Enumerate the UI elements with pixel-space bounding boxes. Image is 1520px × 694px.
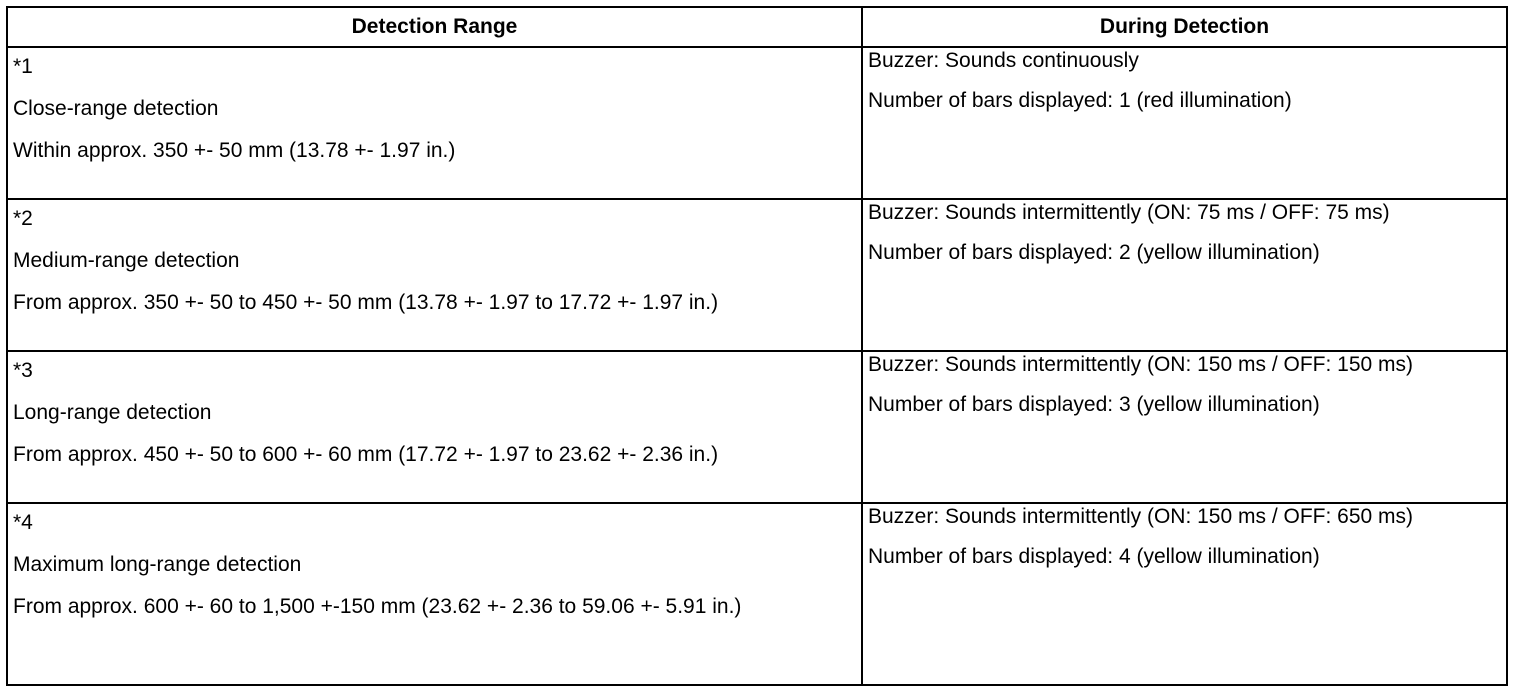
range-distance: From approx. 350 +- 50 to 450 +- 50 mm (13.78 +- 1.97 to 17.72 +- 1.97 in.)	[13, 291, 719, 314]
detection-table	[6, 6, 1508, 686]
table-row	[7, 503, 1507, 685]
bars-text: Number of bars displayed: 4 (yellow illumination)	[868, 545, 1320, 568]
range-cell	[7, 503, 862, 685]
during-cell	[862, 47, 1507, 199]
during-cell	[862, 503, 1507, 685]
range-distance: From approx. 450 +- 50 to 600 +- 60 mm (17.72 +- 1.97 to 23.62 +- 2.36 in.)	[13, 443, 719, 466]
range-distance: From approx. 600 +- 60 to 1,500 +-150 mm (23.62 +- 2.36 to 59.06 +- 5.91 in.)	[13, 595, 742, 618]
range-name: Medium-range detection	[13, 249, 240, 272]
buzzer-text: Buzzer: Sounds intermittently (ON: 150 ms / OFF: 650 ms)	[868, 505, 1414, 528]
range-cell	[7, 47, 862, 199]
range-cell	[7, 351, 862, 503]
range-name: Long-range detection	[13, 401, 212, 424]
buzzer-text: Buzzer: Sounds intermittently (ON: 75 ms / OFF: 75 ms)	[868, 201, 1390, 224]
range-marker: *4	[13, 511, 33, 534]
range-marker: *2	[13, 207, 33, 230]
buzzer-text: Buzzer: Sounds continuously	[868, 49, 1139, 72]
range-distance: Within approx. 350 +- 50 mm (13.78 +- 1.97 in.)	[13, 139, 456, 162]
range-marker: *3	[13, 359, 33, 382]
header-during-detection: During Detection	[862, 7, 1507, 47]
bars-text: Number of bars displayed: 1 (red illumination)	[868, 89, 1292, 112]
header-detection-range: Detection Range	[7, 7, 862, 47]
range-name: Close-range detection	[13, 97, 219, 120]
during-cell	[862, 199, 1507, 351]
table-row	[7, 47, 1507, 199]
bars-text: Number of bars displayed: 2 (yellow illumination)	[868, 241, 1320, 264]
table-row	[7, 199, 1507, 351]
range-name: Maximum long-range detection	[13, 553, 302, 576]
bars-text: Number of bars displayed: 3 (yellow illumination)	[868, 393, 1320, 416]
header-row	[7, 7, 1507, 47]
during-cell	[862, 351, 1507, 503]
range-marker: *1	[13, 55, 33, 78]
range-cell	[7, 199, 862, 351]
document-frame	[6, 6, 1508, 686]
buzzer-text: Buzzer: Sounds intermittently (ON: 150 ms / OFF: 150 ms)	[868, 353, 1414, 376]
table-row	[7, 351, 1507, 503]
